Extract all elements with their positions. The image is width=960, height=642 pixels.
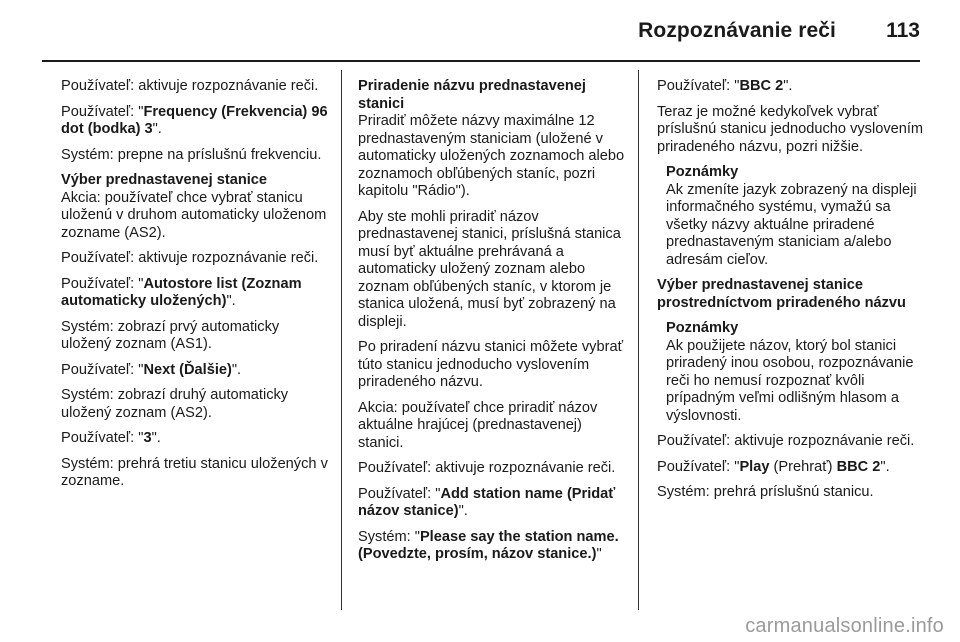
command-text: 3 [143, 430, 152, 446]
paragraph [61, 362, 331, 380]
note-text: Ak použijete názov, ktorý bol stanici priradený inou osobou, rozpoznávanie reči ho nemusí rozpoznať kvôli prípadným veľmi odlišným hlasom a výslovnosti. [666, 337, 914, 424]
paragraph: Systém: prehrá tretiu stanicu uložených v zozname. [61, 455, 328, 489]
section-heading: Výber prednastavenej stanice [61, 172, 268, 188]
paragraph: Systém: prehrá príslušnú stanicu. [657, 484, 874, 500]
paragraph: Akcia: používateľ chce priradiť názov aktuálne hrajúcej (prednastavenej) stanici. [358, 399, 598, 451]
page-number: 113 [886, 19, 920, 42]
paragraph: Používateľ: aktivuje rozpoznávanie reči. [657, 433, 915, 449]
text: Používateľ: " [358, 485, 441, 502]
page-title: Rozpoznávanie reči [638, 19, 836, 42]
paragraph [358, 486, 630, 521]
paragraph: Priradiť môžete názvy maximálne 12 prednastaveným staniciam (uložené v automaticky uložených zoznamoch alebo zoznamoch obľúbených staníc, pozri kapitolu "Rádio"). [358, 113, 625, 199]
command-text: Add station name (Pridať názov stanice) [358, 485, 616, 519]
command-text: Please say the station name. (Povedzte, prosím, názov stanice.) [358, 528, 619, 562]
column-1 [61, 78, 331, 499]
page-header [0, 0, 960, 60]
note-box [657, 164, 925, 269]
column-divider-1 [341, 70, 342, 610]
paragraph [61, 276, 331, 311]
paragraph: Systém: zobrazí druhý automaticky uložený zoznam (AS2). [61, 387, 289, 421]
paragraph: Aby ste mohli priradiť názov prednastavenej stanici, príslušná stanica musí byť aktuálne prehrávaná a automaticky uložený zoznam alebo zoznam obľúbených staníc, v ktorom je stanica uložená, musí byť zobrazený na displeji. [358, 208, 621, 330]
note-text: Ak zmeníte jazyk zobrazený na displeji informačného systému, vymažú sa všetky názvy aktuálne priradené prednastaveným staniciam a/alebo adresám cieľov. [666, 181, 917, 268]
paragraph [61, 430, 331, 448]
note-box [657, 320, 925, 425]
paragraph [657, 459, 925, 477]
text: (Prehrať) [769, 458, 837, 475]
paragraph: Systém: zobrazí prvý automaticky uložený zoznam (AS1). [61, 318, 280, 352]
command-text: Frequency (Frekvencia) 96 dot (bodka) 3 [61, 103, 328, 137]
text: Používateľ: " [61, 275, 144, 292]
paragraph [358, 529, 630, 564]
text: Používateľ: " [61, 361, 144, 378]
command-text: Next (Ďalšie) [143, 361, 232, 378]
section-heading: Priradenie názvu prednastavenej stanici [358, 78, 586, 112]
command-text: BBC 2 [836, 458, 881, 475]
column-3 [657, 78, 925, 510]
column-2 [358, 78, 630, 572]
text: ". [152, 121, 162, 137]
paragraph: Používateľ: aktivuje rozpoznávanie reči. [61, 78, 319, 94]
section-heading: Výber prednastavenej stanice prostredníctvom priradeného názvu [657, 277, 906, 311]
paragraph: Používateľ: aktivuje rozpoznávanie reči. [61, 250, 319, 266]
paragraph: Používateľ: aktivuje rozpoznávanie reči. [358, 460, 616, 476]
column-divider-2 [638, 70, 639, 610]
paragraph [657, 78, 925, 96]
note-title: Poznámky [666, 320, 739, 336]
text: ". [880, 458, 890, 475]
command-text: Play [739, 458, 770, 475]
text: " [596, 546, 602, 562]
text: Používateľ: " [61, 430, 144, 446]
paragraph: Akcia: používateľ chce vybrať stanicu uloženú v druhom automaticky uloženom zozname (AS2). [61, 189, 327, 241]
command-text: Autostore list (Zoznam automaticky uložených) [61, 275, 302, 309]
header-divider [42, 60, 920, 62]
text: Používateľ: " [61, 103, 144, 120]
text: ". [226, 293, 236, 309]
text: ". [231, 361, 242, 378]
paragraph [61, 104, 331, 139]
note-title: Poznámky [666, 164, 739, 180]
text: Používateľ: " [657, 458, 740, 475]
paragraph: Systém: prepne na príslušnú frekvenciu. [61, 146, 322, 163]
text: Systém: " [358, 528, 420, 545]
text: ". [458, 503, 468, 519]
text: Používateľ: " [657, 78, 740, 94]
command-text: BBC 2 [739, 78, 784, 94]
paragraph: Po priradení názvu stanici môžete vybrať túto stanicu jednoducho vyslovením priradeného názvu. [358, 339, 624, 390]
watermark: carmanualsonline.info [745, 615, 944, 637]
paragraph: Teraz je možné kedykoľvek vybrať príslušnú stanicu jednoducho vyslovením priradeného názvu, pozri nižšie. [657, 103, 924, 155]
text: ". [783, 78, 793, 94]
text: ". [151, 430, 161, 446]
